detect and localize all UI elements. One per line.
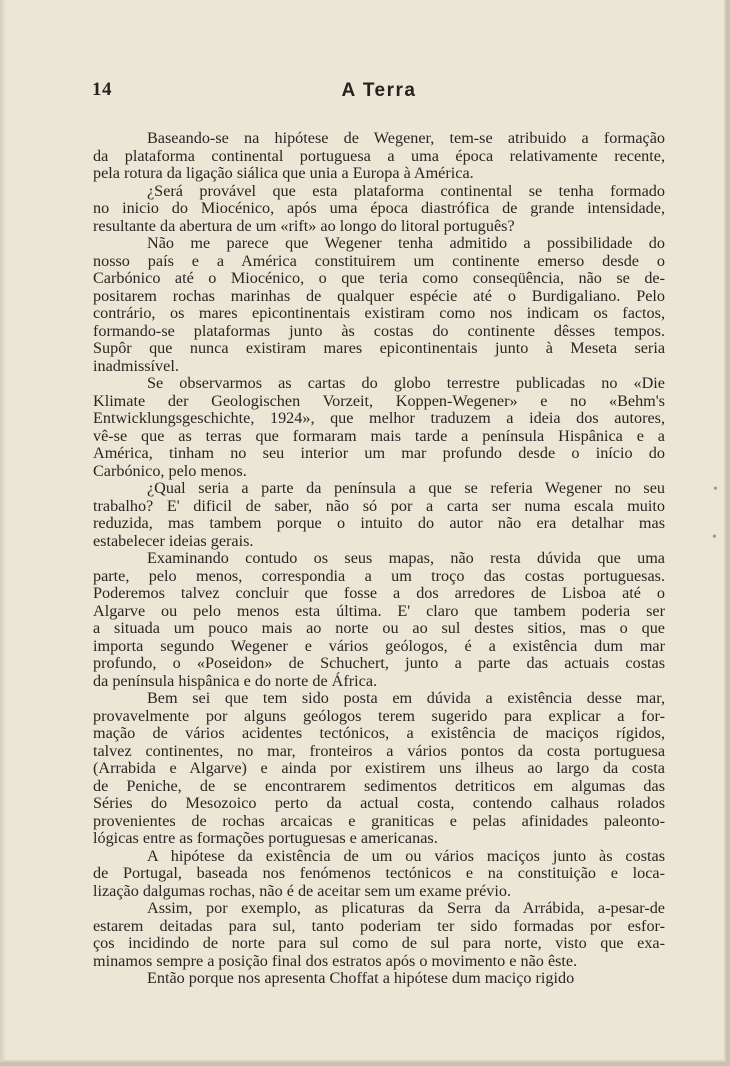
text-line: Supôr que nunca existiram mares epicontinentais junto à Meseta seria (93, 339, 665, 357)
text-line: estarem deitadas para sul, tanto poderiam ter sido formadas por esfor- (93, 916, 665, 935)
running-title: A Terra (341, 80, 417, 101)
text-line: Se observarmos as cartas do globo terrestre publicadas no «Die (147, 374, 665, 392)
text-line: Assim, por exemplo, as plicaturas da Serra da Arrábida, a-pesar-de (147, 899, 665, 917)
paragraph (93, 235, 665, 375)
text-line: pela rotura da ligação siálica que unia a Europa à América. (93, 164, 474, 182)
text-line: Klimate der Geologischen Vorzeit, Koppen-Wegener» e no «Behm's (93, 391, 665, 410)
page-spine-shadow (0, 0, 6, 1060)
text-line: profundo, o «Poseidon» de Schuchert, junto a parte das actuais costas (93, 654, 665, 672)
page-header (92, 79, 666, 105)
text-line: América, tinham no seu interior um mar profundo desde o início do (93, 444, 665, 462)
text-line: Entwicklungsgeschichte, 1924», que melhor traduzem a ideia dos autores, (93, 409, 665, 427)
text-line: da península hispânica e do norte de África. (93, 671, 378, 690)
text-line: resultante da abertura de um «rift» ao longo do litoral português? (93, 216, 515, 235)
text-line: Carbónico até o Miocénico, o que teria como conseqüência, não se de- (93, 269, 665, 287)
text-line: nosso país e a América constituirem um continente emerso desde o (93, 251, 665, 270)
text-line: A hipótese da existência de um ou vários maciços junto às costas (147, 846, 665, 865)
text-line: Algarve ou pelo menos esta última. E' claro que tambem poderia ser (93, 601, 665, 620)
text-line: Séries do Mesozoico perto da actual costa, contendo calhaus rolados (93, 794, 665, 812)
text-line: a situada um pouco mais ao norte ou ao sul destes sitios, mas o que (93, 619, 665, 637)
paragraph (93, 848, 665, 901)
text-line: contrário, os mares epicontinentais existiram como nos indicam os factos, (93, 304, 665, 322)
text-line: talvez continentes, no mar, fronteiros a vários pontos da costa portuguesa (93, 741, 665, 760)
text-line: de Portugal, baseada nos fenómenos tectónicos e na constituição e loca- (93, 864, 665, 882)
text-line: Então porque nos apresenta Choffat a hipótese dum maciço rigido (147, 969, 575, 987)
text-line: no inicio do Miocénico, após uma época diastrófica de grande intensidade, (93, 199, 665, 217)
text-line: lização dalgumas rochas, não é de aceitar sem um exame prévio. (93, 881, 511, 900)
text-line: provenientes de rochas arcaicas e graniticas e pelas afinidades paleonto- (93, 811, 665, 830)
margin-speck-mark: • (713, 482, 718, 497)
text-line: Carbónico, pelo menos. (93, 461, 247, 480)
text-line: ¿Qual seria a parte da península a que se referia Wegener no seu (147, 479, 665, 497)
text-line: vê-se que as terras que formaram mais tarde a península Hispânica e a (93, 426, 665, 445)
paragraph (93, 183, 665, 236)
text-line: ¿Será provável que esta plataforma continental se tenha formado (147, 181, 665, 200)
text-line: reduzida, mas tambem porque o intuito do autor não era detalhar mas (93, 514, 665, 532)
text-line: da plataforma continental portuguesa a uma época relativamente recente, (93, 146, 665, 165)
text-line: Examinando contudo os seus mapas, não resta dúvida que uma (147, 549, 665, 567)
paragraph (93, 550, 665, 690)
paragraph (93, 900, 665, 970)
text-line: (Arrabida e Algarve) e ainda por existirem uns ilheus ao largo da costa (93, 759, 665, 777)
paragraph (93, 690, 665, 848)
text-line: importa segundo Wegener e vários geólogos, é a existência dum mar (93, 636, 665, 655)
text-line: formando-se plataformas junto às costas do continente dêsses tempos. (93, 321, 665, 340)
text-line: Baseando-se na hipótese de Wegener, tem-se atribuido a formação (147, 129, 665, 147)
paragraph (93, 130, 665, 183)
text-line: minamos sempre a posição final dos estratos após o movimento e não êste. (93, 951, 578, 970)
paragraph (93, 970, 665, 988)
text-line: lógicas entre as formações portuguesas e americanas. (93, 829, 438, 847)
text-line: provavelmente por alguns geólogos terem sugerido para explicar a for- (93, 706, 665, 725)
text-line: Não me parece que Wegener tenha admitido a possibilidade do (147, 234, 665, 252)
text-line: ços incidindo de norte para sul como de sul para norte, visto que exa- (93, 934, 665, 952)
text-line: positarem rochas marinhas de qualquer espécie até o Burdigaliano. Pelo (93, 286, 665, 305)
text-line: Bem sei que tem sido posta em dúvida a existência desse mar, (147, 689, 665, 707)
text-line: Poderemos talvez concluir que fosse a dos arredores de Lisboa até o (93, 584, 665, 602)
text-line: mação de vários acidentes tectónicos, a existência de maciços rígidos, (93, 724, 665, 742)
text-line: inadmissível. (93, 356, 179, 375)
margin-speck-mark: • (712, 530, 717, 545)
text-line: parte, pelo menos, correspondia a um troço das costas portuguesas. (93, 566, 665, 585)
body-text (93, 130, 665, 988)
text-line: trabalho? E' dificil de saber, não só por a carta ser numa escala muito (93, 496, 665, 515)
text-line: de Peniche, de se encontrarem sedimentos detriticos em algumas das (93, 776, 665, 795)
page-number: 14 (92, 79, 112, 100)
text-line: estabelecer ideias gerais. (93, 531, 254, 550)
paragraph (93, 375, 665, 480)
paragraph (93, 480, 665, 550)
